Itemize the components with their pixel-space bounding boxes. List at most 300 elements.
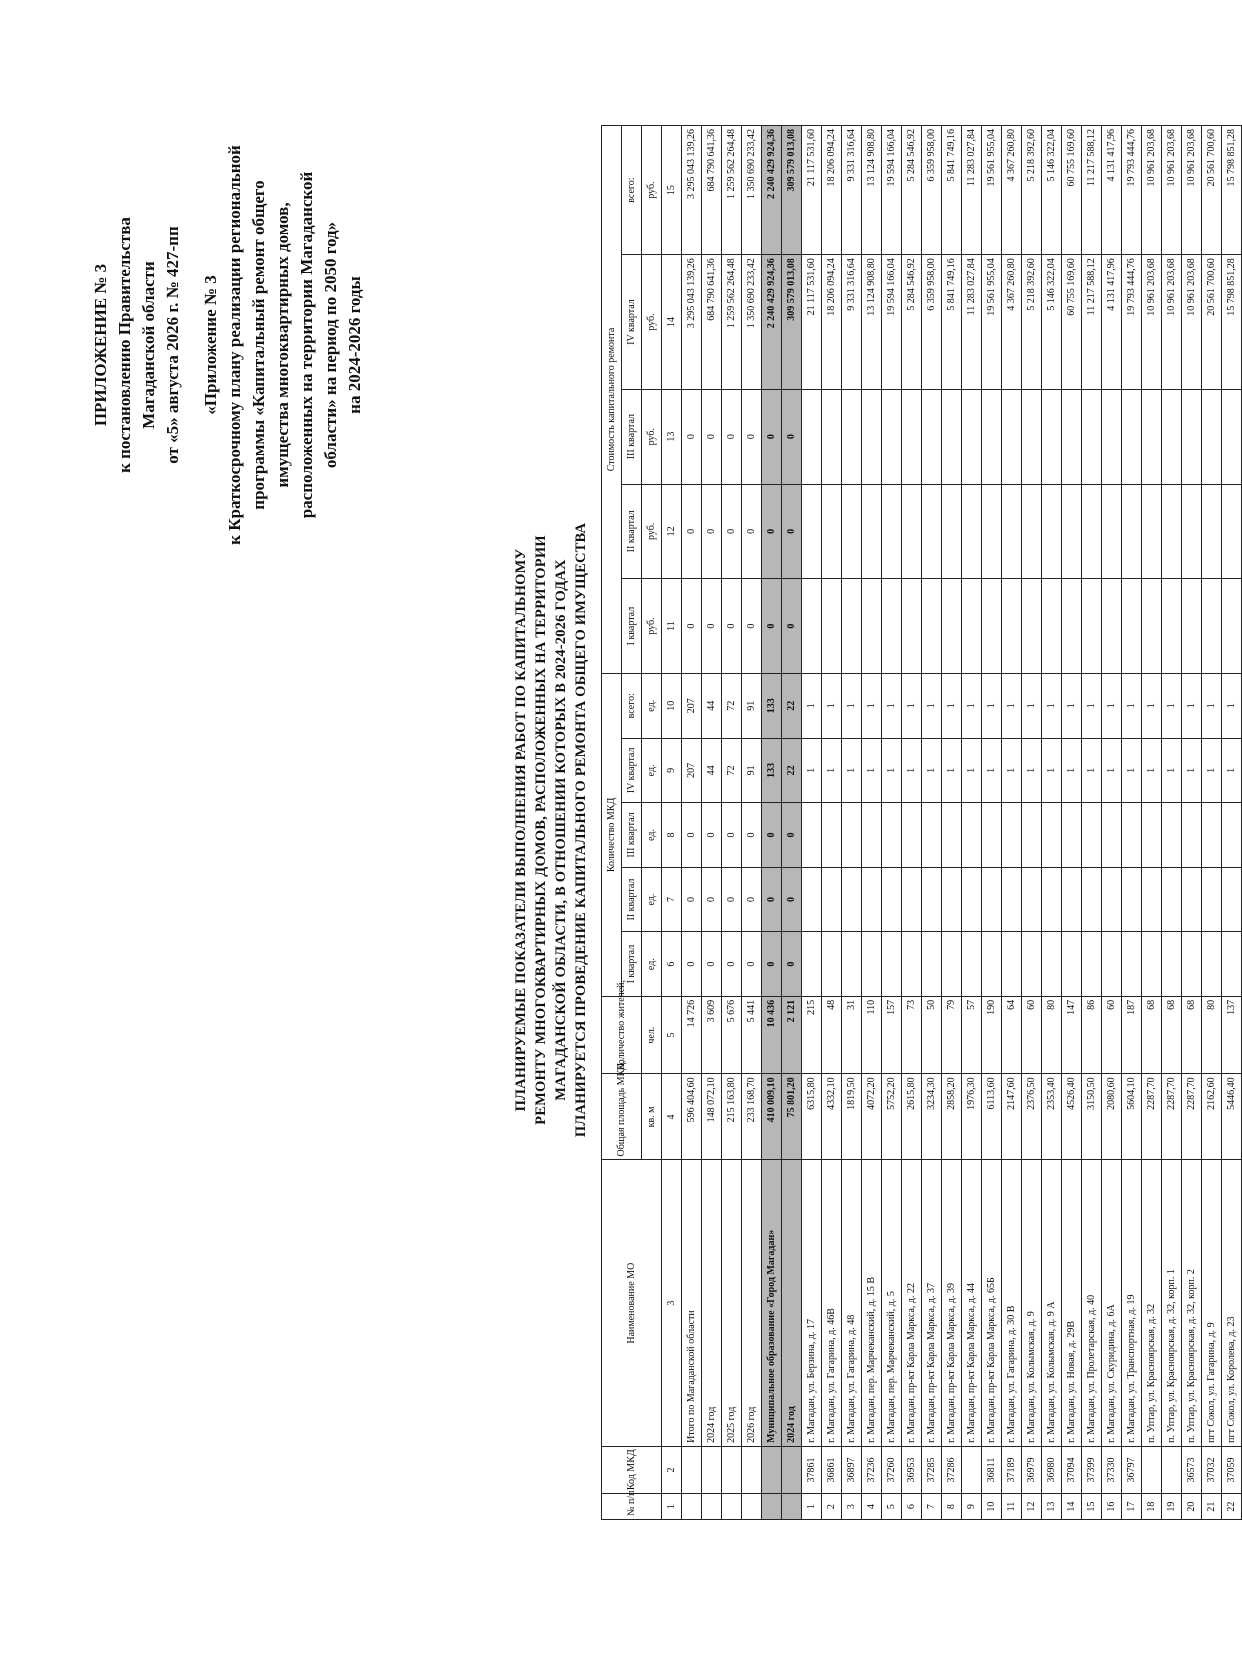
count-q3-cell (1182, 803, 1202, 868)
residents-cell: 57 (962, 996, 982, 1074)
header-line: области» на период по 2050 год» (321, 221, 340, 469)
cost-q2-cell (862, 484, 882, 579)
mkd-code-cell: 37032 (1202, 1446, 1222, 1493)
unit-area: кв. м (642, 1074, 662, 1160)
cost-q3-cell (982, 389, 1002, 484)
residents-cell: 157 (882, 996, 902, 1074)
cost-q1-cell (902, 579, 922, 674)
mkd-code-cell: 36797 (1122, 1446, 1142, 1493)
count-q3-cell (1142, 803, 1162, 868)
mkd-code-cell (682, 1446, 702, 1493)
count-q3-cell (802, 803, 822, 868)
table-row (1222, 126, 1242, 1520)
cost-q4-cell: 10 961 203,68 (1142, 255, 1162, 390)
table-row (682, 126, 702, 1520)
cost-q1-cell: 0 (682, 579, 702, 674)
cost-q4-cell: 5 284 546,92 (902, 255, 922, 390)
table-row (1122, 126, 1142, 1520)
cost-total-cell: 5 146 322,04 (1042, 126, 1062, 255)
count-q1-cell (1222, 932, 1242, 997)
cost-q2-cell: 0 (742, 484, 762, 579)
residents-cell: 14 726 (682, 996, 702, 1074)
cost-q3-cell (1102, 389, 1122, 484)
count-q4-cell: 1 (922, 738, 942, 803)
table-row (762, 126, 782, 1520)
row-number-cell: 2 (822, 1494, 842, 1520)
cost-q2-header: II квартал (622, 484, 642, 579)
table-row (922, 126, 942, 1520)
count-q1-cell (1182, 932, 1202, 997)
count-q1-cell: 0 (742, 932, 762, 997)
count-q4-cell: 207 (682, 738, 702, 803)
area-cell: 215 163,80 (722, 1074, 742, 1160)
count-total-cell: 72 (722, 673, 742, 738)
count-q2-cell (802, 867, 822, 932)
cost-q4-cell: 2 240 429 924,36 (762, 255, 782, 390)
row-number-cell: 10 (982, 1494, 1002, 1520)
column-number-cell: 3 (662, 1160, 682, 1446)
mkd-code-cell: 37094 (1062, 1446, 1082, 1493)
residents-cell: 10 436 (762, 996, 782, 1074)
count-q3-cell: 0 (742, 803, 762, 868)
count-q2-cell (1042, 867, 1062, 932)
cost-q2-cell (982, 484, 1002, 579)
column-number-cell: 6 (662, 932, 682, 997)
area-cell: 1819,50 (842, 1074, 862, 1160)
table-row (1042, 126, 1062, 1520)
area-cell: 75 801,20 (782, 1074, 802, 1160)
column-number-cell: 10 (662, 673, 682, 738)
count-q1-cell (1002, 932, 1022, 997)
row-number-cell: 1 (802, 1494, 822, 1520)
cost-q3-cell: 0 (762, 389, 782, 484)
cost-total-cell: 10 961 203,68 (1142, 126, 1162, 255)
count-q2-cell (982, 867, 1002, 932)
cost-total-cell: 11 283 027,84 (962, 126, 982, 255)
count-total-cell: 1 (1022, 673, 1042, 738)
cost-q2-cell (1162, 484, 1182, 579)
count-q4-cell: 1 (1022, 738, 1042, 803)
row-number-cell (762, 1494, 782, 1520)
cost-q2-cell: 0 (682, 484, 702, 579)
count-q3-cell (1162, 803, 1182, 868)
count-q4-cell: 1 (1182, 738, 1202, 803)
cost-q2-cell (1062, 484, 1082, 579)
residents-cell: 60 (1102, 996, 1122, 1074)
unit-rub: руб. (642, 126, 662, 255)
count-q4-cell: 1 (842, 738, 862, 803)
count-total-cell: 1 (882, 673, 902, 738)
mo-name-cell: Итого по Магаданской области (682, 1160, 702, 1446)
count-q2-cell (822, 867, 842, 932)
table-row (1202, 126, 1222, 1520)
cost-q2-cell (1002, 484, 1022, 579)
row-number-cell: 13 (1042, 1494, 1062, 1520)
table-row (1062, 126, 1082, 1520)
cost-total-cell: 3 295 043 139,26 (682, 126, 702, 255)
table-row (942, 126, 962, 1520)
table-row (802, 126, 822, 1520)
count-q1-cell (1142, 932, 1162, 997)
cost-total-cell: 21 117 531,60 (802, 126, 822, 255)
mo-name-cell: г. Магадан, ул. Скуридина, д. 6А (1102, 1160, 1122, 1446)
cost-q2-cell (822, 484, 842, 579)
cost-q2-cell (942, 484, 962, 579)
mkd-code-cell (962, 1446, 982, 1493)
count-q1-cell: 0 (782, 932, 802, 997)
cost-total-cell: 11 217 588,12 (1082, 126, 1102, 255)
cost-q4-cell: 309 579 013,08 (782, 255, 802, 390)
mkd-code-cell (782, 1446, 802, 1493)
cost-q3-cell: 0 (702, 389, 722, 484)
row-number-cell: 8 (942, 1494, 962, 1520)
count-q3-cell (1022, 803, 1042, 868)
count-group-header: Количество МКД (602, 673, 622, 996)
cost-total-cell: 6 359 958,00 (922, 126, 942, 255)
mo-name-cell: г. Магадан, пер. Марчеканский, д. 5 (882, 1160, 902, 1446)
cost-q1-cell (1042, 579, 1062, 674)
count-q4-cell: 1 (982, 738, 1002, 803)
row-number-cell: 16 (1102, 1494, 1122, 1520)
cost-q4-cell: 15 798 851,28 (1222, 255, 1242, 390)
unit-rub: руб. (642, 579, 662, 674)
residents-cell: 147 (1062, 996, 1082, 1074)
cost-total-cell: 18 206 094,24 (822, 126, 842, 255)
cost-q4-cell: 684 790 641,36 (702, 255, 722, 390)
count-q3-cell (1042, 803, 1062, 868)
cost-total-cell: 13 124 908,80 (862, 126, 882, 255)
cost-q1-cell (1002, 579, 1022, 674)
area-cell: 2080,60 (1102, 1074, 1122, 1160)
count-q4-cell: 72 (722, 738, 742, 803)
count-q2-cell (862, 867, 882, 932)
area-cell: 2287,70 (1162, 1074, 1182, 1160)
cost-total-cell: 4 367 260,80 (1002, 126, 1022, 255)
row-number-cell: 21 (1202, 1494, 1222, 1520)
mkd-code-cell: 37861 (802, 1446, 822, 1493)
title-line: ПЛАНИРУЕМЫЕ ПОКАЗАТЕЛИ ВЫПОЛНЕНИЯ РАБОТ ПО КАПИТАЛЬНОМУ (513, 548, 529, 1112)
cost-q2-cell (1042, 484, 1062, 579)
count-q2-cell (902, 867, 922, 932)
cost-q1-cell (1062, 579, 1082, 674)
count-q2-cell: 0 (702, 867, 722, 932)
cost-q3-cell (1182, 389, 1202, 484)
col-name-header: Наименование МО (602, 1160, 662, 1446)
residents-cell: 48 (822, 996, 842, 1074)
count-q1-cell: 0 (702, 932, 722, 997)
cost-q3-cell (1002, 389, 1022, 484)
cost-q2-cell (1082, 484, 1102, 579)
mo-name-cell: г. Магадан, ул. Колымская, д. 9 А (1042, 1160, 1062, 1446)
count-q2-cell (882, 867, 902, 932)
residents-cell: 215 (802, 996, 822, 1074)
unit-count: ед. (642, 932, 662, 997)
count-q3-cell (1062, 803, 1082, 868)
cost-q4-cell: 10 961 203,68 (1162, 255, 1182, 390)
cost-q4-cell: 5 841 749,16 (942, 255, 962, 390)
count-q3-cell (1082, 803, 1102, 868)
mkd-code-cell: 37330 (1102, 1446, 1122, 1493)
cost-q1-cell (942, 579, 962, 674)
cost-q1-cell (1082, 579, 1102, 674)
cost-q3-cell (862, 389, 882, 484)
mo-name-cell: г. Магадан, пр-кт Карла Маркса, д. 44 (962, 1160, 982, 1446)
area-cell: 2376,50 (1022, 1074, 1042, 1160)
residents-cell: 64 (1002, 996, 1022, 1074)
count-q3-cell (942, 803, 962, 868)
count-q1-cell (862, 932, 882, 997)
appendix-header (89, 85, 367, 605)
count-total-cell: 1 (1182, 673, 1202, 738)
cost-total-cell: 10 961 203,68 (1162, 126, 1182, 255)
row-number-cell: 6 (902, 1494, 922, 1520)
table-row (742, 126, 762, 1520)
cost-q4-cell: 10 961 203,68 (1182, 255, 1202, 390)
cost-group-header: Стоимость капитального ремонта (602, 126, 622, 674)
residents-cell: 5 676 (722, 996, 742, 1074)
count-q3-cell (1102, 803, 1122, 868)
cost-q1-cell (1122, 579, 1142, 674)
area-cell: 5604,10 (1122, 1074, 1142, 1160)
mo-name-cell: г. Магадан, пер. Марчеканский, д. 15 В (862, 1160, 882, 1446)
count-total-cell: 207 (682, 673, 702, 738)
mo-name-cell: 2025 год (722, 1160, 742, 1446)
area-cell: 2287,70 (1182, 1074, 1202, 1160)
count-q4-cell: 1 (802, 738, 822, 803)
cost-q4-cell: 19 561 955,04 (982, 255, 1002, 390)
mkd-code-cell (762, 1446, 782, 1493)
residents-cell: 80 (1202, 996, 1222, 1074)
cost-q3-cell (902, 389, 922, 484)
mkd-code-cell: 36811 (982, 1446, 1002, 1493)
unit-rub: руб. (642, 484, 662, 579)
mo-name-cell: г. Магадан, пр-кт Карла Маркса, д. 37 (922, 1160, 942, 1446)
cost-q1-cell (1222, 579, 1242, 674)
mo-name-cell: 2026 год (742, 1160, 762, 1446)
count-q4-cell: 1 (882, 738, 902, 803)
cost-q1-cell (1202, 579, 1222, 674)
residents-cell: 31 (842, 996, 862, 1074)
count-q4-cell: 1 (1202, 738, 1222, 803)
residents-cell: 50 (922, 996, 942, 1074)
mo-name-cell: г. Магадан, ул. Пролетарская, д. 40 (1082, 1160, 1102, 1446)
cost-q2-cell (1022, 484, 1042, 579)
col-residents-header: Количество жителей, (602, 996, 642, 1074)
cost-q4-cell: 13 124 908,80 (862, 255, 882, 390)
cost-q3-cell (1222, 389, 1242, 484)
count-q3-cell (902, 803, 922, 868)
cost-q1-cell (962, 579, 982, 674)
column-number-cell: 7 (662, 867, 682, 932)
count-q1-cell (1022, 932, 1042, 997)
count-q3-cell (822, 803, 842, 868)
count-q3-cell (1122, 803, 1142, 868)
count-q3-cell (862, 803, 882, 868)
count-q4-cell: 1 (1222, 738, 1242, 803)
residents-cell: 86 (1082, 996, 1102, 1074)
mo-name-cell: п. Уптар, ул. Красноярская, д. 32 (1142, 1160, 1162, 1446)
count-q4-cell: 1 (1142, 738, 1162, 803)
col-area-header: Общая площадь МКД, (602, 1074, 642, 1160)
cost-q3-cell (1082, 389, 1102, 484)
table-row (1142, 126, 1162, 1520)
cost-q2-cell (1122, 484, 1142, 579)
mo-name-cell: 2024 год (782, 1160, 802, 1446)
header-line: имущества многоквартирных домов, (273, 202, 292, 488)
unit-count: ед. (642, 673, 662, 738)
cost-q4-cell: 3 295 043 139,26 (682, 255, 702, 390)
count-q2-cell (842, 867, 862, 932)
table-row (1082, 126, 1102, 1520)
count-total-cell: 22 (782, 673, 802, 738)
count-q3-header: III квартал (622, 803, 642, 868)
col-code-header: Код МКД (602, 1446, 662, 1493)
mo-name-cell: г. Магадан, ул. Колымская, д. 9 (1022, 1160, 1042, 1446)
count-total-cell: 44 (702, 673, 722, 738)
cost-q4-cell: 6 359 958,00 (922, 255, 942, 390)
mkd-code-cell: 37236 (862, 1446, 882, 1493)
count-total-cell: 1 (862, 673, 882, 738)
mo-name-cell: пгт Сокол, ул. Королева, д. 23 (1222, 1160, 1242, 1446)
cost-q1-cell: 0 (722, 579, 742, 674)
header-line: расположенных на территории Магаданской (297, 171, 316, 519)
cost-total-header: всего: (622, 126, 642, 255)
column-number-cell: 4 (662, 1074, 682, 1160)
mkd-code-cell: 36897 (842, 1446, 862, 1493)
mkd-code-cell: 37399 (1082, 1446, 1102, 1493)
mkd-code-cell: 36861 (822, 1446, 842, 1493)
count-q3-cell (882, 803, 902, 868)
cost-total-cell: 5 841 749,16 (942, 126, 962, 255)
mo-name-cell: г. Магадан, ул. Гагарина, д. 48 (842, 1160, 862, 1446)
count-q3-cell (842, 803, 862, 868)
count-q2-cell (1002, 867, 1022, 932)
area-cell: 2162,60 (1202, 1074, 1222, 1160)
row-number-cell (782, 1494, 802, 1520)
cost-q3-header: III квартал (622, 389, 642, 484)
row-number-cell (742, 1494, 762, 1520)
column-number-row (662, 126, 682, 1520)
count-total-cell: 1 (1082, 673, 1102, 738)
cost-q1-cell (1102, 579, 1122, 674)
row-number-cell: 7 (922, 1494, 942, 1520)
cost-q3-cell (1202, 389, 1222, 484)
table-row (702, 126, 722, 1520)
table-row (1182, 126, 1202, 1520)
column-number-cell: 9 (662, 738, 682, 803)
residents-cell: 3 609 (702, 996, 722, 1074)
row-number-cell: 11 (1002, 1494, 1022, 1520)
cost-q2-cell: 0 (702, 484, 722, 579)
mkd-code-cell (742, 1446, 762, 1493)
column-number-cell: 15 (662, 126, 682, 255)
cost-q2-cell (802, 484, 822, 579)
count-q3-cell (922, 803, 942, 868)
area-cell: 1976,30 (962, 1074, 982, 1160)
count-q4-cell: 91 (742, 738, 762, 803)
cost-q2-cell: 0 (762, 484, 782, 579)
count-q4-cell: 1 (1062, 738, 1082, 803)
mkd-code-cell: 36980 (1042, 1446, 1062, 1493)
cost-total-cell: 2 240 429 924,36 (762, 126, 782, 255)
mo-name-cell: г. Магадан, ул. Гагарина, д. 46В (822, 1160, 842, 1446)
count-total-cell: 1 (1062, 673, 1082, 738)
cost-q4-cell: 11 217 588,12 (1082, 255, 1102, 390)
count-q1-cell: 0 (682, 932, 702, 997)
count-q3-cell: 0 (782, 803, 802, 868)
count-q4-cell: 1 (822, 738, 842, 803)
cost-q3-cell (942, 389, 962, 484)
mo-name-cell: г. Магадан, пр-кт Карла Маркса, д. 65Б (982, 1160, 1002, 1446)
unit-rub: руб. (642, 389, 662, 484)
cost-q4-cell: 4 367 260,80 (1002, 255, 1022, 390)
table-row (1022, 126, 1042, 1520)
unit-residents: чел. (642, 996, 662, 1074)
count-total-cell: 1 (1222, 673, 1242, 738)
cost-q2-cell: 0 (722, 484, 742, 579)
cost-q3-cell (1042, 389, 1062, 484)
title-line: ПЛАНИРУЕТСЯ ПРОВЕДЕНИЕ КАПИТАЛЬНОГО РЕМОНТА ОБЩЕГО ИМУЩЕСТВА (573, 522, 589, 1138)
cost-q4-cell: 9 331 316,64 (842, 255, 862, 390)
count-total-cell: 1 (942, 673, 962, 738)
mkd-code-cell (1162, 1446, 1182, 1493)
cost-q3-cell (1022, 389, 1042, 484)
count-total-cell: 1 (1042, 673, 1062, 738)
cost-q3-cell (1062, 389, 1082, 484)
mo-name-cell: г. Магадан, ул. Гагарина, д. 30 В (1002, 1160, 1022, 1446)
cost-q1-cell (802, 579, 822, 674)
count-q1-cell (802, 932, 822, 997)
mo-name-cell: г. Магадан, пр-кт Карла Маркса, д. 39 (942, 1160, 962, 1446)
mkd-code-cell: 37285 (922, 1446, 942, 1493)
count-q1-cell (942, 932, 962, 997)
count-q2-cell: 0 (722, 867, 742, 932)
residents-cell: 187 (1122, 996, 1142, 1074)
area-cell: 6113,60 (982, 1074, 1002, 1160)
cost-q3-cell: 0 (782, 389, 802, 484)
count-q1-header: I квартал (622, 932, 642, 997)
cost-total-cell: 1 350 690 233,42 (742, 126, 762, 255)
rotated-page (75, 60, 1237, 1600)
row-number-cell: 12 (1022, 1494, 1042, 1520)
count-q4-header: IV квартал (622, 738, 642, 803)
header-line: ПРИЛОЖЕНИЕ № 3 (91, 263, 110, 427)
count-q4-cell: 1 (1162, 738, 1182, 803)
column-number-cell: 11 (662, 579, 682, 674)
unit-count: ед. (642, 738, 662, 803)
row-number-cell (722, 1494, 742, 1520)
count-q1-cell (882, 932, 902, 997)
unit-count: ед. (642, 867, 662, 932)
row-number-cell: 17 (1122, 1494, 1142, 1520)
header-line: Магаданской области (139, 261, 158, 429)
count-q4-cell: 133 (762, 738, 782, 803)
mkd-code-cell: 37189 (1002, 1446, 1022, 1493)
column-number-cell: 2 (662, 1446, 682, 1493)
table-row (862, 126, 882, 1520)
count-q2-cell: 0 (682, 867, 702, 932)
cost-q3-cell (842, 389, 862, 484)
cost-q1-cell (1162, 579, 1182, 674)
cost-q1-header: I квартал (622, 579, 642, 674)
count-q4-cell: 1 (862, 738, 882, 803)
cost-q3-cell (1122, 389, 1142, 484)
count-q4-cell: 1 (1122, 738, 1142, 803)
cost-total-cell: 5 218 392,60 (1022, 126, 1042, 255)
count-q1-cell (842, 932, 862, 997)
count-q4-cell: 1 (1002, 738, 1022, 803)
header-line: на 2024-2026 годы (345, 276, 364, 414)
